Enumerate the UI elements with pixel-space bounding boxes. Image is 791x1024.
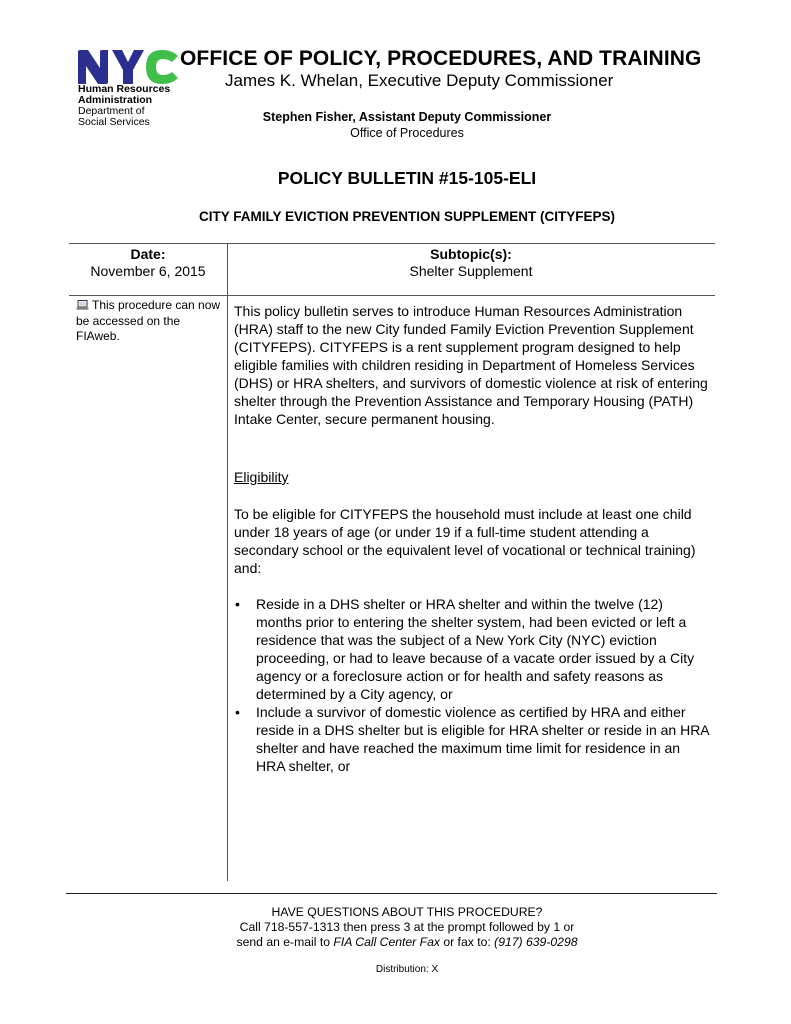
list-item-text: Include a survivor of domestic violence as certified by HRA and either reside in a DHS shelter but is eligible for HRA shelter or reside in an HRA shelter and have reached the maximum time limit for residence in an HRA shelter, or [256,704,709,774]
distribution: Distribution: X [375,964,439,975]
eligibility-heading: Eligibility [234,469,289,485]
subtopic-value: Shelter Supplement [409,263,533,279]
table-header-rule [69,295,715,296]
bullet-icon: • [235,704,240,720]
assistant-office: Office of Procedures [350,126,464,140]
footer-call: Call 718-557-1313 then press 3 at the prompt followed by 1 or [239,920,575,934]
footer-email-target[interactable]: FIA Call Center Fax [333,935,440,949]
list-item [234,703,712,775]
footer-fax-prefix: or fax to: [439,935,495,949]
side-note [76,298,224,345]
side-note-text: This procedure can now be accessed on the FIAweb. [76,298,221,343]
agency-line-2: Administration [78,94,153,106]
footer-contact [0,935,791,949]
footer-questions: HAVE QUESTIONS ABOUT THIS PROCEDURE? [271,905,543,919]
office-title: OFFICE OF POLICY, PROCEDURES, AND TRAINING [180,47,702,70]
agency-line-3: Department of [78,105,145,117]
bullet-icon: • [235,596,240,612]
executive-commissioner: James K. Whelan, Executive Deputy Commissioner [225,71,614,90]
table-bottom-rule [66,893,717,894]
table-top-rule [69,243,715,244]
subtopic-label: Subtopic(s): [430,246,512,262]
intro-paragraph: This policy bulletin serves to introduce Human Resources Administration (HRA) staff to the new City funded Family Eviction Prevention Supplement (CITYFEPS). CITYFEPS is a rent supplement program designed to help eligible families with children residing in Department of Homeless Services (DHS) or HRA shelters, and survivors of domestic violence at risk of entering shelter through the Prevention Assistance and Temporary Housing (PATH) Intake Center, secure permanent housing. [234,303,708,427]
list-item-text: Reside in a DHS shelter or HRA shelter and within the twelve (12) months prior to entering the shelter system, had been evicted or left a residence that was the subject of a New York City (NYC) eviction proceeding, or had to leave because of a vacate order issued by a City agency or a foreclosure action or for health and safety reasons as determined by a City agency, or [256,596,695,702]
agency-line-1: Human Resources [78,83,171,95]
eligibility-paragraph: To be eligible for CITYFEPS the household must include at least one child under 18 years of age (or under 19 if a full-time student attending a secondary school or the equivalent level of vocational or technical training) and: [234,506,696,576]
list-item [234,595,712,703]
nyc-logo-mark [78,50,182,84]
computer-icon [76,299,89,309]
agency-line-4: Social Services [78,116,150,128]
date-label: Date: [130,246,166,262]
date-value: November 6, 2015 [90,263,206,279]
assistant-commissioner: Stephen Fisher, Assistant Deputy Commissioner [262,110,552,124]
footer-fax-number: (917) 639-0298 [494,935,578,949]
bulletin-title: CITY FAMILY EVICTION PREVENTION SUPPLEMENT (CITYFEPS) [198,209,616,224]
table-column-divider [227,243,228,881]
footer-email-prefix: send an e-mail to [236,935,334,949]
bulletin-number: POLICY BULLETIN #15-105-ELI [277,168,537,188]
eligibility-list [234,595,712,775]
